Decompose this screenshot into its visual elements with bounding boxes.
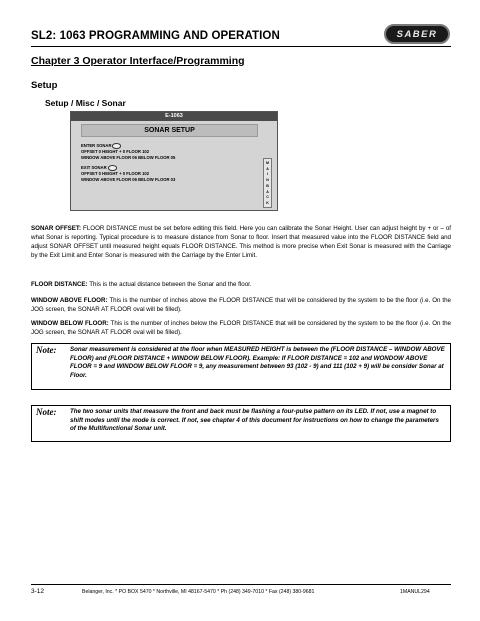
- exit-sonar-window: WINDOW ABOVE FLOOR 06 BELOW FLOOR 03: [81, 177, 176, 182]
- exit-sonar-values: OFFSET 0 HEIGHT + 0 FLOOR 102: [81, 171, 150, 176]
- screen-title: SONAR SETUP: [81, 124, 258, 137]
- saber-logo: [384, 24, 450, 44]
- floor-distance-text: This is the actual distance between the Sonar and the floor.: [89, 281, 252, 288]
- window-below-label: WINDOW BELOW FLOOR:: [31, 320, 109, 327]
- logo-text: SABER: [396, 28, 438, 40]
- floor-distance-paragraph: [31, 280, 451, 289]
- window-above-label: WINDOW ABOVE FLOOR:: [31, 297, 108, 304]
- window-above-paragraph: [31, 296, 451, 314]
- enter-sonar-window: WINDOW ABOVE FLOOR 06 BELOW FLOOR 05: [81, 155, 176, 160]
- sonar-setup-screen: [70, 111, 278, 211]
- window-below-paragraph: [31, 319, 451, 337]
- enter-sonar-oval-icon: [112, 143, 121, 149]
- note-text: The two sonar units that measure the front and back must be flashing a four-pulse pattern on its LED. If not, use a magnet to shift modes until the mode is correct. If not, see chapter 4 of this document for instructions on how to change the parameters of the Multifunctional Sonar unit.: [70, 408, 439, 432]
- sonar-offset-label: SONAR OFFSET:: [31, 225, 82, 232]
- main-back-button[interactable]: M A I N B A C K: [263, 158, 272, 208]
- header-rule: [31, 46, 451, 47]
- note-label: Note:: [36, 345, 57, 355]
- sonar-offset-paragraph: [31, 224, 451, 260]
- header-title: SL2: 1063 PROGRAMMING AND OPERATION: [31, 30, 280, 42]
- exit-sonar-label: EXIT SONAR: [81, 165, 107, 170]
- note-text: Sonar measurement is considered at the floor when MEASURED HEIGHT is between the (FLOOR DISTANCE – WINDOW ABOVE FLOOR) and (FLOOR DISTANCE + WINDOW BELOW FLOOR). Example: If FLOOR DISTANCE = 102 and WONDOW ABOVE FLOOR = 9 and WINDOW BELOW FLOOR = 9, any measurement between 93 (102 - 9) and 111 (102 + 9) will be consider Sonar at Floor.: [70, 346, 445, 379]
- window-below-text: This is the number of inches below the FLOOR DISTANCE that will be considered by the system to be the floor (i.e. On the JOG screen, the SONAR AT FLOOR oval will be filled).: [31, 320, 451, 336]
- enter-sonar-label: ENTER SONAR: [81, 143, 112, 148]
- footer-rule: [31, 584, 451, 585]
- enter-sonar-row: [81, 143, 121, 149]
- footer-address: Belanger, Inc. * PO BOX 5470 * Northville, MI 48167-5470 * Ph (248) 349-7010 * Fax (248) 380-9681: [82, 589, 315, 595]
- note-label: Note:: [36, 407, 57, 417]
- exit-sonar-row: [81, 165, 117, 171]
- enter-sonar-values: OFFSET 0 HEIGHT + 0 FLOOR 102: [81, 149, 150, 154]
- sonar-offset-text: FLOOR DISTANCE must be set before editing this field. Here you can calibrate the Sonar Height. User can adjust height by + or – of what Sonar is reporting. Typical procedure is to measure distance from Sonar to floor. Insert that measured value into the FLOOR DISTANCE field and adjust SONAR OFFSET until measured height equals FLOOR DISTANCE. This method is more precise when Exit Sonar is measured with the Carriage by the Exit Limit and Enter Sonar is measured with the Carriage by the Enter Limit.: [31, 225, 451, 259]
- subsection-heading: Setup / Misc / Sonar: [45, 98, 126, 108]
- chapter-title: Chapter 3 Operator Interface/Programming: [31, 55, 245, 67]
- note-box-floor: [31, 343, 451, 390]
- screen-model: E-1063: [71, 112, 277, 121]
- note-box-sonar-led: [31, 405, 451, 442]
- floor-distance-label: FLOOR DISTANCE:: [31, 281, 88, 288]
- exit-sonar-oval-icon: [108, 165, 117, 171]
- section-heading: Setup: [31, 80, 58, 91]
- document-id: 1MANUL294: [400, 589, 430, 595]
- window-above-text: This is the number of inches above the FLOOR DISTANCE that will be considered by the system to be the floor (i.e. On the JOG screen, the SONAR AT FLOOR oval will be filled).: [31, 297, 451, 313]
- page-number: 3-12: [31, 588, 45, 595]
